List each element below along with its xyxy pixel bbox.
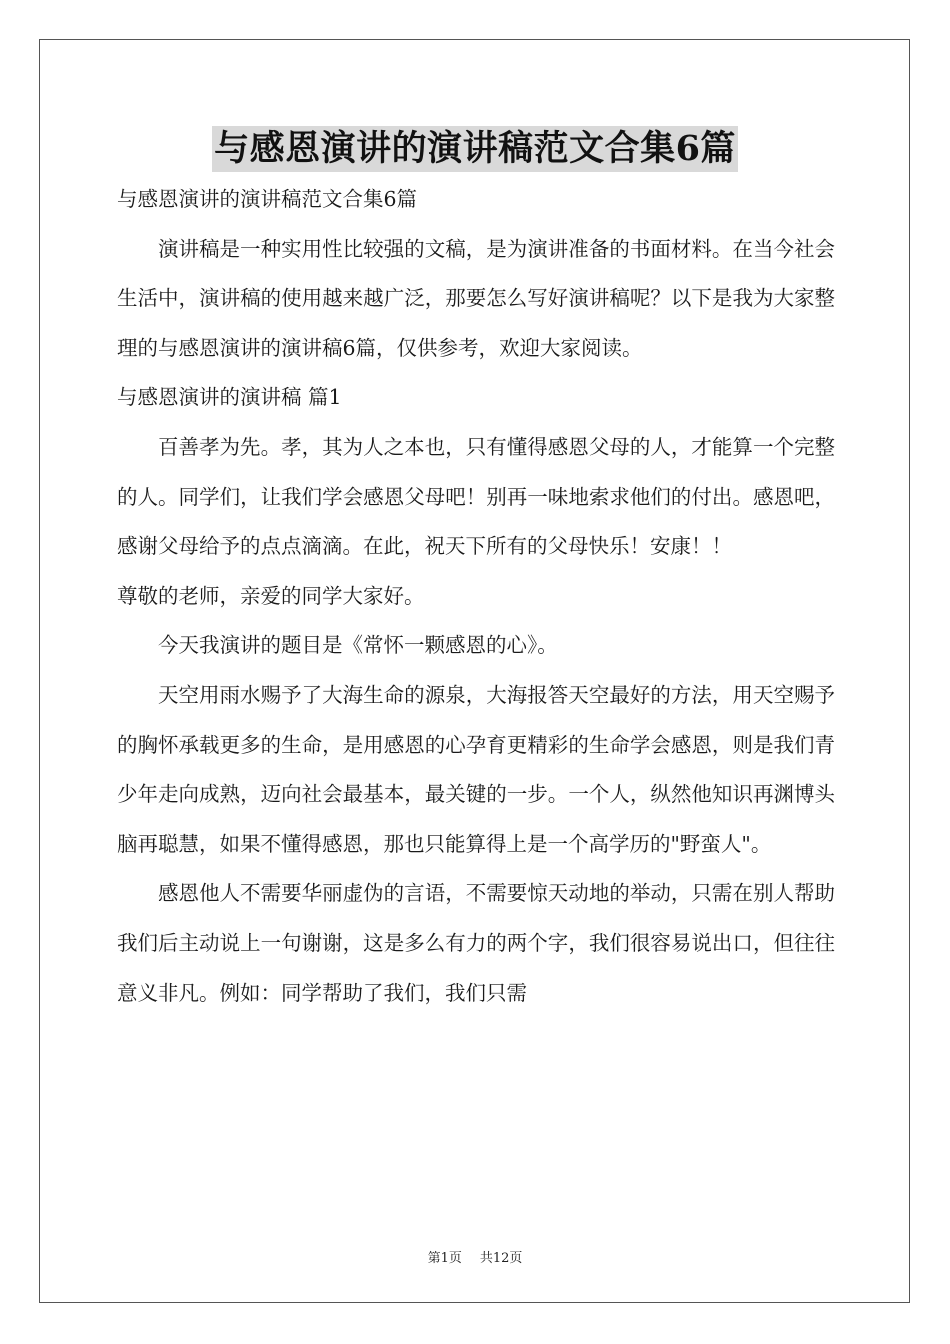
paragraph-greeting: 尊敬的老师，亲爱的同学大家好。 [117,583,425,608]
page-total: 共12页 [479,1251,523,1266]
title-container [0,126,950,172]
paragraph-subtitle: 与感恩演讲的演讲稿范文合集6篇 [117,187,418,211]
document-body [117,175,835,1018]
paragraph-intro: 演讲稿是一种实用性比较强的文稿，是为演讲准备的书面材料。在当今社会生活中，演讲稿的使用越来越广泛，那要怎么写好演讲稿呢？以下是我为大家整理的与感恩演讲的演讲稿6篇，仅供参考，欢迎大家阅读。 [117,236,835,360]
paragraph-topic: 今天我演讲的题目是《常怀一颗感恩的心》。 [158,633,558,658]
paragraph-thanks: 感恩他人不需要华丽虚伪的言语，不需要惊天动地的举动，只需在别人帮助我们后主动说上一句谢谢，这是多么有力的两个字，我们很容易说出口，但往往意义非凡。例如：同学帮助了我们，我们只需 [117,881,835,1005]
paragraph-sky-sea: 天空用雨水赐予了大海生命的源泉，大海报答天空最好的方法，用天空赐予的胸怀承载更多的生命，是用感恩的心孕育更精彩的生命学会感恩，则是我们青少年走向成熟，迈向社会最基本，最关键的一步。一个人，纵然他知识再渊博头脑再聪慧，如果不懂得感恩，那也只能算得上是一个高学历的"野蛮人"。 [117,682,835,856]
section-heading: 与感恩演讲的演讲稿 篇1 [117,385,342,410]
page-footer [0,1250,950,1268]
document-title: 与感恩演讲的演讲稿范文合集6篇 [212,126,738,172]
paragraph-filial: 百善孝为先。孝，其为人之本也，只有懂得感恩父母的人，才能算一个完整的人。同学们，让我们学会感恩父母吧！别再一味地索求他们的付出。感恩吧，感谢父母给予的点点滴滴。在此，祝天下所有的父母快乐！安康！！ [117,434,835,559]
page-number: 第1页 [427,1251,462,1266]
